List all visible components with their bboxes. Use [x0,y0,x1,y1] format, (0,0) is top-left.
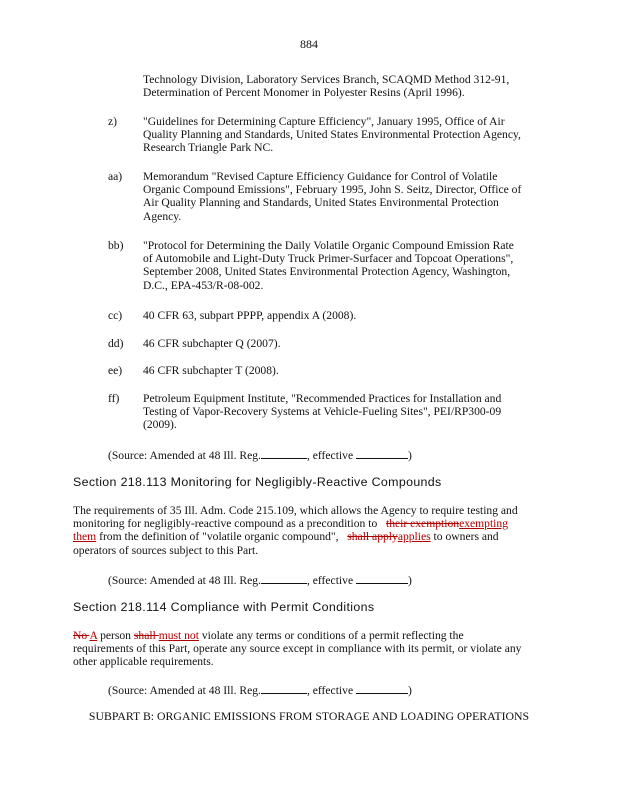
source-close: ) [408,574,412,587]
item-line: "Protocol for Determining the Daily Volatile Organic Compound Emission Rate [143,239,514,252]
item-line: Petroleum Equipment Institute, "Recommended Practices for Installation and [143,392,502,405]
body-line [73,629,543,642]
effective-blank [356,683,408,694]
item-label-dd: dd) [108,337,124,350]
reg-blank [261,683,307,694]
item-line: Air Quality Planning and Standards, United States Environmental Protection [143,196,499,210]
item-line: Research Triangle Park NC. [143,141,274,155]
item-label-z: z) [108,115,118,128]
item-line: Organic Compound Emissions", February 1995, John S. Seitz, Director, Office of [143,183,522,197]
deleted-text: their exemption [385,517,460,531]
item-line: Agency. [143,209,182,223]
inserted-text: applies [397,530,431,544]
section-heading-218-113: Section 218.113 Monitoring for Negligibly-Reactive Compounds [73,475,442,489]
source-text: (Source: Amended at 48 Ill. Reg. [108,449,261,462]
item-label-cc: cc) [108,309,123,322]
deleted-text: shall [133,629,159,642]
item-line: 46 CFR subchapter Q (2007). [143,337,281,350]
inserted-text: them [73,530,97,544]
item-label-bb: bb) [108,239,124,252]
body-text: monitoring for negligibly-reactive compound as a precondition to [73,517,378,531]
intro-line: Technology Division, Laboratory Services Branch, SCAQMD Method 312-91, [143,73,510,86]
inserted-text: exempting [459,517,509,531]
source-close: ) [408,684,412,697]
item-line: Memorandum "Revised Capture Efficiency Guidance for Control of Volatile [143,170,498,183]
inserted-text: A [89,629,98,642]
source-effective: , effective [306,449,354,462]
body-text: violate any terms or conditions of a permit reflecting the [198,629,464,642]
source-effective: , effective [306,684,354,697]
item-line: "Guidelines for Determining Capture Efficiency", January 1995, Office of Air [143,115,505,128]
item-line: September 2008, United States Environmental Protection Agency, Washington, [143,265,511,279]
source-note [108,573,412,587]
intro-line: Determination of Percent Monomer in Polyester Resins (April 1996). [143,86,465,100]
inserted-text: must not [158,629,199,642]
item-line: D.C., EPA-453/R-08-002. [143,278,264,292]
item-line: 40 CFR 63, subpart PPPP, appendix A (2008). [143,309,357,322]
body-line: requirements of this Part, operate any source except in compliance with its permit, or violate any [73,642,522,656]
item-bb [143,239,543,292]
source-effective: , effective [306,574,354,587]
source-note [108,683,412,697]
item-label-ff: ff) [108,392,120,405]
section-218-113-body [73,504,543,557]
item-line: Testing of Vapor-Recovery Systems at Vehicle-Fueling Sites", PEI/RP300-09 [143,405,502,419]
deleted-text: shall apply [347,530,398,544]
item-cc [143,309,543,322]
item-line: (2009). [143,418,177,432]
source-text: (Source: Amended at 48 Ill. Reg. [108,574,261,587]
item-label-ee: ee) [108,364,123,377]
item-z [143,115,543,155]
effective-blank [356,573,408,584]
deleted-text: No [73,629,90,642]
item-ff [143,392,543,432]
section-218-114-body [73,629,543,669]
reg-blank [261,573,307,584]
item-aa [143,170,543,223]
body-line [73,517,543,530]
subpart-heading: SUBPART B: ORGANIC EMISSIONS FROM STORAGE AND LOADING OPERATIONS [88,709,530,723]
body-text: to owners and [430,530,499,544]
intro-paragraph [143,73,543,99]
item-line: of Automobile and Light-Duty Truck Primer-Surfacer and Topcoat Operations", [143,252,514,266]
item-dd [143,337,543,350]
body-line: The requirements of 35 Ill. Adm. Code 215.109, which allows the Agency to require testing and [73,504,518,517]
item-line: 46 CFR subchapter T (2008). [143,364,279,377]
body-line [73,530,543,543]
item-ee [143,364,543,377]
source-close: ) [408,449,412,462]
body-text: from the definition of "volatile organic compound", [96,530,339,544]
section-heading-218-114: Section 218.114 Compliance with Permit Conditions [73,600,375,614]
reg-blank [261,448,307,459]
source-text: (Source: Amended at 48 Ill. Reg. [108,684,261,697]
body-line: other applicable requirements. [73,655,214,669]
body-text: person [97,629,134,642]
page-number: 884 [300,37,318,51]
source-note [108,448,412,462]
body-line: operators of sources subject to this Part. [73,543,259,557]
item-label-aa: aa) [108,170,123,183]
effective-blank [356,448,408,459]
item-line: Quality Planning and Standards, United States Environmental Protection Agency, [143,128,521,142]
